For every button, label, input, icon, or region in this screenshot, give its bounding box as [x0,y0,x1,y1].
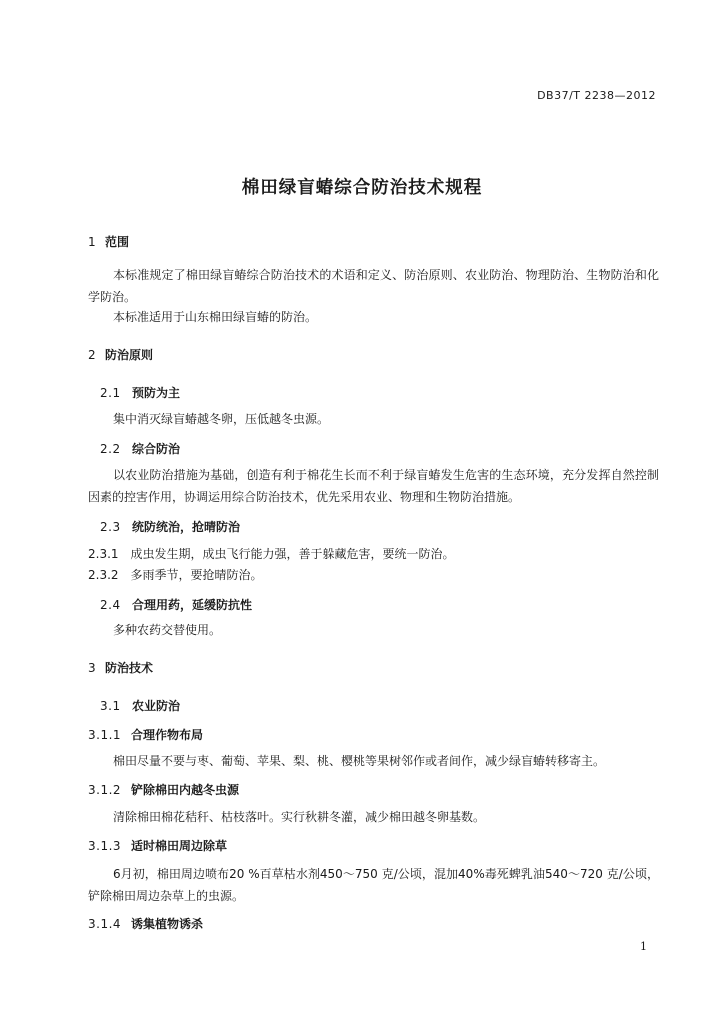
section-3-1-2-paragraph: 清除棉田棉花秸秆、枯枝落叶。实行秋耕冬灌，减少棉田越冬卵基数。 [113,810,486,824]
section-2-1-paragraph: 集中消灭绿盲蝽越冬卵，压低越冬虫源。 [113,412,330,426]
section-3-1-2-heading [88,781,239,798]
section-title: 统防统治，抢晴防治 [132,520,241,534]
section-title: 合理作物布局 [131,728,204,742]
section-number: 3.1.3 [88,839,122,853]
section-number: 3.1.2 [88,783,122,797]
section-3-heading [88,659,153,676]
section-3-1-4-heading [88,915,203,932]
section-title: 综合防治 [132,442,181,456]
section-3-1-3-paragraph: 6月初，棉田周边喷布20 %百草枯水剂450～750 克/公顷，混加40%毒死蜱乳油540～720 克/公顷，铲除棉田周边杂草上的虫源。 [88,867,659,903]
section-title: 铲除棉田内越冬虫源 [131,783,240,797]
section-number: 2.4 [100,598,121,612]
section-title: 防治技术 [105,661,154,675]
section-2-4-heading [100,596,252,613]
section-1-paragraph-1: 本标准规定了棉田绿盲蝽综合防治技术的术语和定义、防治原则、农业防治、物理防治、生物防治和化学防治。 [88,268,659,304]
section-number: 3.1.4 [88,917,122,931]
document-title: 棉田绿盲蝽综合防治技术规程 [241,178,483,198]
section-number: 3.1 [100,699,121,713]
section-3-1-1-paragraph: 棉田尽量不要与枣、葡萄、苹果、梨、桃、樱桃等果树邻作或者间作，减少绿盲蝽转移寄主。 [113,754,606,768]
section-number: 2.2 [100,442,121,456]
section-3-1-1-heading [88,726,203,743]
standard-code: DB37/T 2238—2012 [537,89,656,102]
section-number: 1 [88,235,96,249]
section-2-2-paragraph: 以农业防治措施为基础，创造有利于棉花生长而不利于绿盲蝽发生危害的生态环境，充分发挥自然控制因素的控害作用，协调运用综合防治技术，优先采用农业、物理和生物防治措施。 [88,468,659,504]
section-1-paragraph-2: 本标准适用于山东棉田绿盲蝽的防治。 [113,310,318,324]
section-number: 2 [88,348,96,362]
section-number: 3.1.1 [88,728,122,742]
section-title: 范围 [105,235,130,249]
section-title: 预防为主 [132,386,181,400]
section-2-3-1-item: 2.3.1 成虫发生期，成虫飞行能力强，善于躲藏危害，要统一防治。 [88,547,455,561]
section-title: 防治原则 [105,348,154,362]
section-1-heading [88,233,129,250]
section-2-4-paragraph: 多种农药交替使用。 [113,623,222,637]
section-3-1-heading [100,697,180,714]
section-number: 2.3 [100,520,121,534]
section-title: 合理用药，延缓防抗性 [132,598,253,612]
section-3-1-3-heading [88,837,227,854]
page-number: 1 [640,940,647,953]
section-2-3-2-item: 2.3.2 多雨季节，要抢晴防治。 [88,568,263,582]
section-number: 2.1 [100,386,121,400]
section-2-heading [88,346,153,363]
section-2-2-heading [100,440,180,457]
section-number: 3 [88,661,96,675]
section-title: 适时棉田周边除草 [131,839,228,853]
section-2-3-heading [100,518,240,535]
section-title: 诱集植物诱杀 [131,917,204,931]
section-2-1-heading [100,384,180,401]
section-title: 农业防治 [132,699,181,713]
